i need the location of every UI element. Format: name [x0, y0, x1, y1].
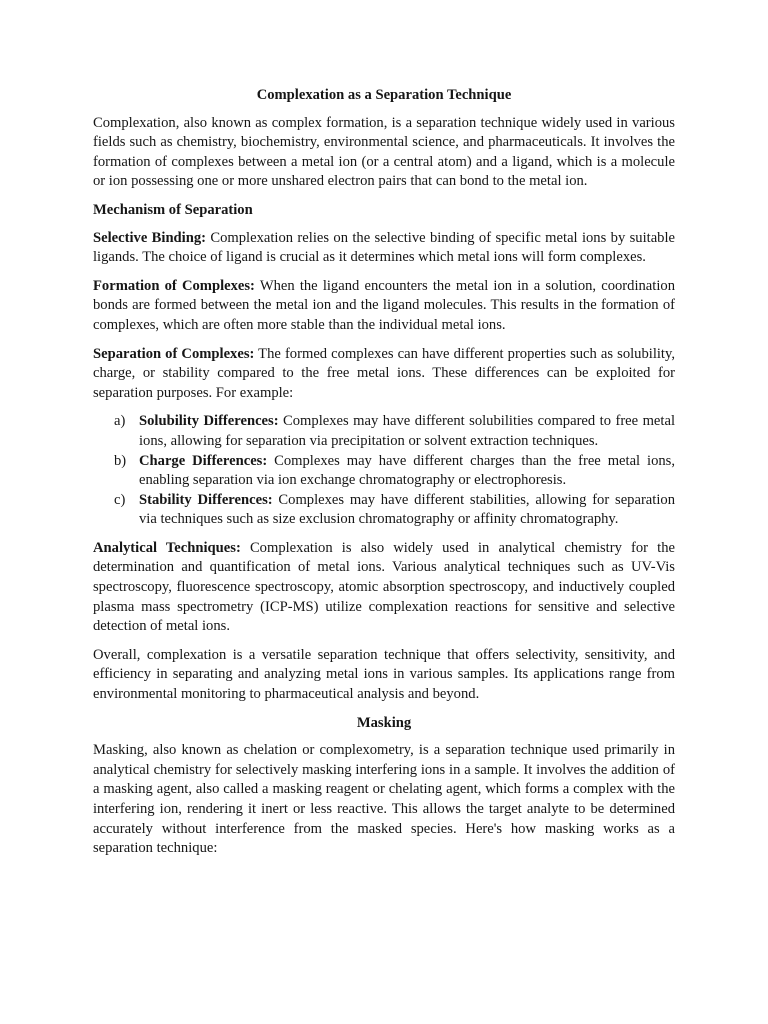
list-item [93, 491, 675, 530]
separation-paragraph [93, 345, 675, 404]
list-item-text: Complexes may have different charges than the free metal ions, enabling separation via ion exchange chromatography or electrophoresis. [139, 452, 675, 489]
list-marker: b) [114, 452, 127, 469]
list-item-term: Charge Differences: [139, 452, 268, 469]
analytical-paragraph [93, 539, 675, 637]
document-title: Complexation as a Separation Technique [256, 87, 512, 103]
selective-binding-text: Complexation relies on the selective binding of specific metal ions by suitable ligands. The choice of ligand is crucial as it determines which metal ions will form complexes. [93, 229, 675, 266]
masking-paragraph: Masking, also known as chelation or complexometry, is a separation technique used primarily in analytical chemistry for selectively masking interfering ions in a sample. It involves the addition of a masking agent, also called a masking reagent or chelating agent, which forms a complex with the interfering ion, rendering it inert or less reactive. This allows the target analyte to be determined accurately without interference from the masked species. Here's how masking works as a separation technique: [93, 742, 675, 857]
list-item [93, 412, 675, 451]
formation-text: When the ligand encounters the metal ion in a solution, coordination bonds are formed between the metal ion and the ligand molecules. This results in the formation of complexes, which are often more stable than the individual metal ions. [93, 277, 675, 333]
formation-term: Formation of Complexes: [93, 277, 255, 294]
overall-paragraph: Overall, complexation is a versatile separation technique that offers selectivity, sensitivity, and efficiency in separating and analyzing metal ions in various samples. Its applications range from environmental monitoring to pharmaceutical analysis and beyond. [93, 646, 675, 703]
list-item [93, 452, 675, 491]
separation-term: Separation of Complexes: [93, 345, 255, 362]
masking-heading: Masking [356, 714, 412, 731]
list-item-term: Solubility Differences: [139, 413, 279, 430]
list-item-text: Complexes may have different solubilities compared to free metal ions, allowing for separation via precipitation or solvent extraction techniques. [139, 413, 675, 449]
intro-paragraph: Complexation, also known as complex formation, is a separation technique widely used in various fields such as chemistry, biochemistry, environmental science, and pharmaceuticals. It involves the formation of complexes between a metal ion (or a central atom) and a ligand, which is a molecule or ion possessing one or more unshared electron pairs that can bond to the metal ion. [93, 114, 675, 190]
selective-binding-term: Selective Binding: [93, 229, 207, 246]
differences-list [93, 412, 675, 530]
list-item-text: Complexes may have different stabilities, allowing for separation via techniques such as size exclusion chromatography or affinity chromatography. [139, 491, 675, 528]
mechanism-heading: Mechanism of Separation [93, 201, 253, 218]
list-item-term: Stability Differences: [139, 491, 273, 508]
analytical-term: Analytical Techniques: [93, 539, 241, 556]
list-marker: c) [114, 491, 126, 508]
list-marker: a) [114, 413, 126, 430]
selective-binding-paragraph [93, 229, 675, 268]
formation-paragraph [93, 277, 675, 336]
analytical-text: Complexation is also widely used in analytical chemistry for the determination and quantification of metal ions. Various analytical techniques such as UV-Vis spectroscopy, fluorescence spectroscopy, atomic absorption spectroscopy, and inductively coupled plasma mass spectrometry (ICP-MS) utilize complexation reactions for sensitive and selective detection of metal ions. [93, 539, 675, 635]
document-page [93, 86, 675, 868]
separation-text: The formed complexes can have different properties such as solubility, charge, or stability compared to the free metal ions. These differences can be exploited for separation purposes. For example: [93, 345, 675, 401]
